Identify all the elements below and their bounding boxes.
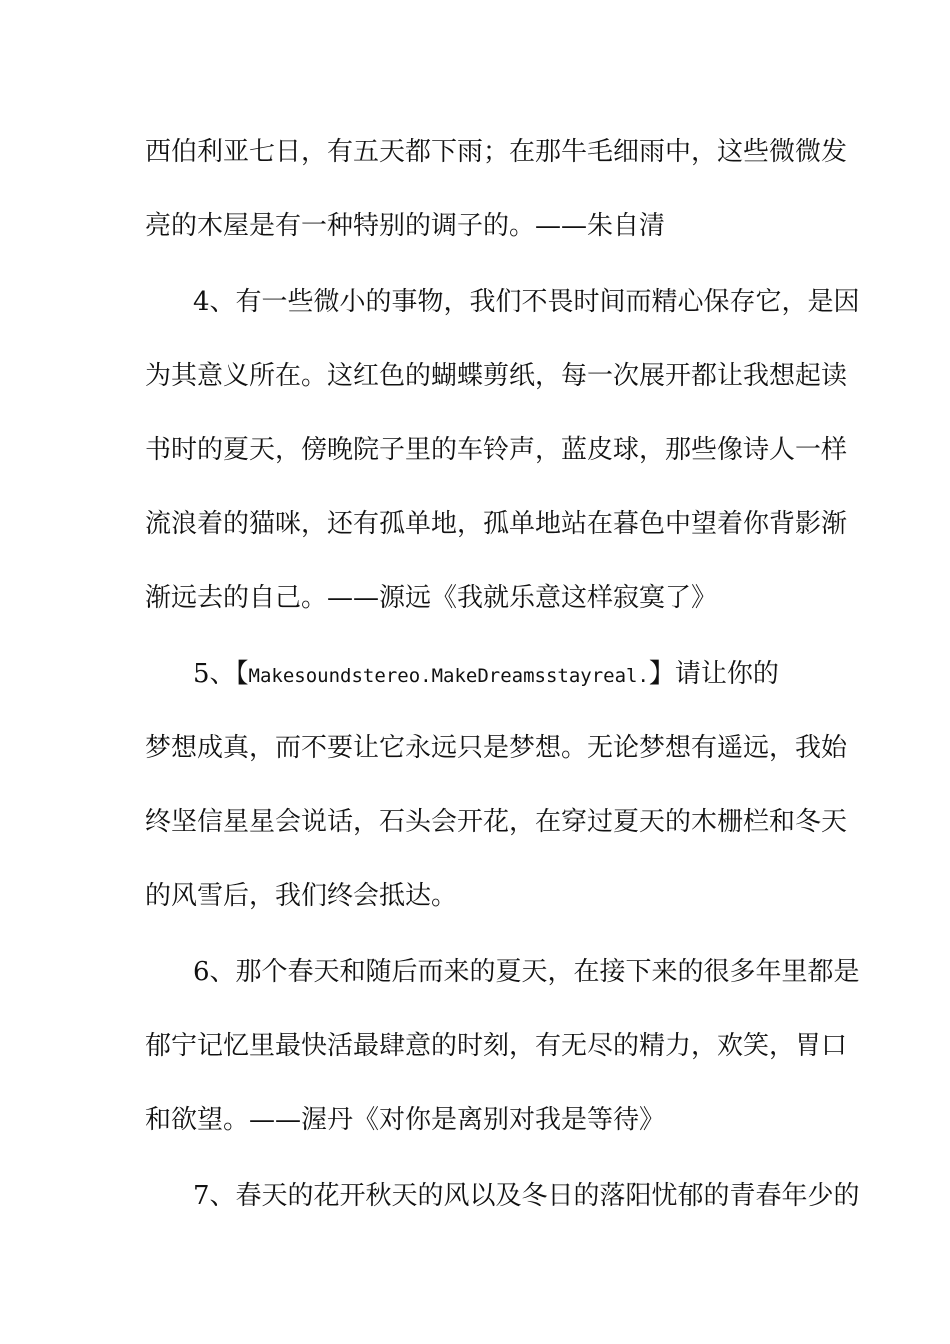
text-line: 6、那个春天和随后而来的夏天，在接下来的很多年里都是	[193, 957, 860, 987]
text-line: 7、春天的花开秋天的风以及冬日的落阳忧郁的青春年少的	[193, 1181, 860, 1211]
english-phrase: Makesoundstereo.MakeDreamsstayreal.	[248, 665, 649, 687]
text-line: 西伯利亚七日，有五天都下雨；在那牛毛细雨中，这些微微发	[145, 137, 848, 167]
text-line: 终坚信星星会说话，石头会开花，在穿过夏天的木栅栏和冬天	[145, 807, 848, 837]
text-line: 梦想成真，而不要让它永远只是梦想。无论梦想有遥远，我始	[145, 733, 848, 763]
text-line: 书时的夏天，傍晚院子里的车铃声，蓝皮球，那些像诗人一样	[145, 435, 848, 465]
text-line: 的风雪后，我们终会抵达。	[145, 881, 458, 911]
text-segment: 】请让你的	[648, 659, 779, 689]
text-line: 郁宁记忆里最快活最肆意的时刻，有无尽的精力，欢笑，胃口	[145, 1031, 848, 1061]
text-line: 4、有一些微小的事物，我们不畏时间而精心保存它，是因	[193, 287, 860, 317]
text-line: 亮的木屋是有一种特别的调子的。——朱自清	[145, 211, 666, 241]
text-line: 为其意义所在。这红色的蝴蝶剪纸，每一次展开都让我想起读	[145, 361, 848, 391]
text-line: 和欲望。——渥丹《对你是离别对我是等待》	[145, 1105, 666, 1135]
text-line: 流浪着的猫咪，还有孤单地，孤单地站在暮色中望着你背影渐	[145, 509, 848, 539]
text-line	[193, 658, 810, 692]
text-segment: 5、【	[193, 659, 249, 689]
text-line: 渐远去的自己。——源远《我就乐意这样寂寞了》	[145, 583, 718, 613]
